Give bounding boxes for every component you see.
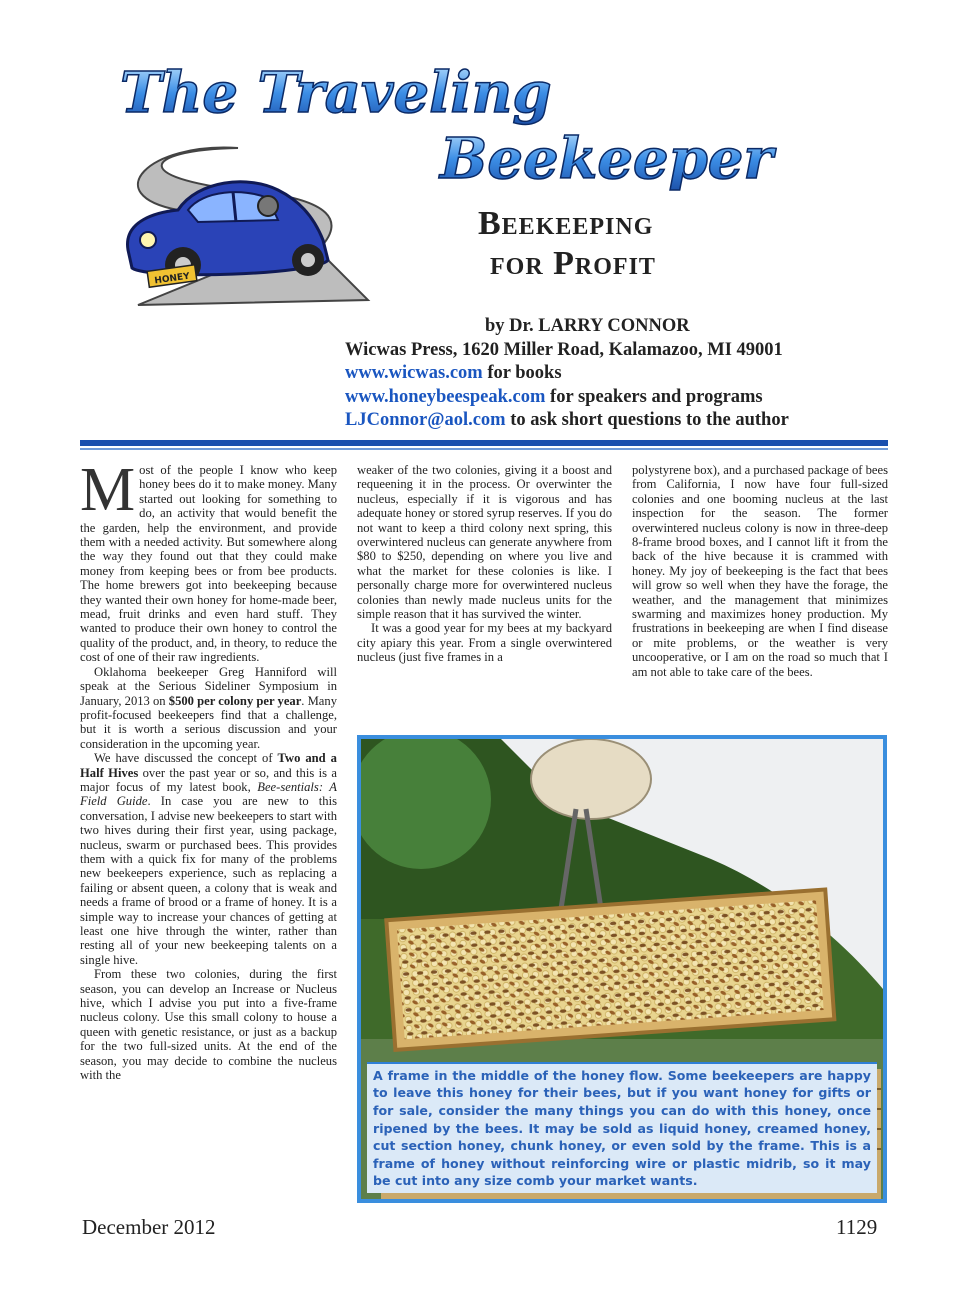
link-wicwas-suffix: for books <box>482 363 562 383</box>
link-wicwas[interactable]: www.wicwas.com <box>345 363 483 383</box>
drop-cap: M <box>80 456 136 524</box>
link-email[interactable]: LJConnor@aol.com <box>345 410 506 430</box>
author-byline: by Dr. LARRY CONNOR <box>485 316 690 336</box>
paragraph: weaker of the two colonies, giving it a boost and requeening it in the process. Or overwinter the nucleus, especially if it is vigorous and has adequate honey or stored syrup reserves. If you do not want to keep a third colony next spring, this overwintered nucleus can generate anywhere from $80 to $250, depending on where you live and what the market for these colonies is like. I personally charge more for overwintered nucleus colonies than newly made nucleus units for the simple reason that it has survived the winter. <box>357 463 612 622</box>
title-line1: The Traveling <box>120 60 552 126</box>
paragraph <box>80 665 337 751</box>
issue-date: December 2012 <box>82 1215 216 1239</box>
car-sign-text: HONEY <box>153 271 191 287</box>
article-column-3 <box>632 463 888 679</box>
paragraph <box>80 456 337 665</box>
honey-frame-photo <box>357 735 887 1203</box>
paragraph-text: . Many profit-focused beekeepers find that a challenge, but it is worth a serious discussion and your consideration in the upcoming year. <box>80 693 337 751</box>
page-number: 1129 <box>836 1215 878 1239</box>
article-column-2 <box>357 463 612 665</box>
paragraph: It was a good year for my bees at my backyard city apiary this year. From a single overwintered nucleus (just five frames in a <box>357 621 612 665</box>
header-divider <box>80 440 888 451</box>
book-title: Bee-sentials: A Field Guide <box>80 779 337 809</box>
paragraph-text: Oklahoma beekeeper Greg Hanniford will speak at the Serious Sideliner Symposium in January, 2013 on <box>80 664 337 708</box>
bold-text: $500 per colony per year <box>168 693 302 708</box>
link-line-speakers <box>345 386 905 410</box>
paragraph-text: We have discussed the concept of <box>94 751 278 766</box>
link-line-email <box>345 409 905 433</box>
author-block <box>345 315 905 433</box>
bold-text: Two and a Half Hives <box>80 751 337 780</box>
paragraph <box>80 967 337 1082</box>
paragraph-text: over the past year or so, and this is a major focus of my latest book, <box>80 765 337 794</box>
car-illustration <box>118 140 428 310</box>
paragraph-text: From these two colonies, during the first season, you can develop an Increase or Nucleus hive, which I advise you put into a five-frame nucleus colony. Use this small colony to house a queen with genetic resistance, or just as a backup for the two full-sized units. At the end of the season, you may decide to combine the nucleus with the <box>80 967 337 1083</box>
publisher-address: Wicwas Press, 1620 Miller Road, Kalamazoo, MI 49001 <box>345 339 783 360</box>
photo-caption: A frame in the middle of the honey flow. Some beekeepers are happy to leave this honey for their bees, but if you want honey for gifts or for sale, consider the many things you can do with this honey, once ripened by the bees. It may be sold as liquid honey, creamed honey, cut section honey, chunk honey, or even sold by the frame. This is a frame of honey without reinforcing wire or plastic midrib, so it may be cut into any size comb your market wants. <box>367 1062 877 1193</box>
link-line-books <box>345 362 905 386</box>
title-line2: Beekeeper <box>440 126 773 192</box>
article-column-1 <box>80 456 337 1083</box>
link-honeybeespeak-suffix: for speakers and programs <box>545 386 763 407</box>
paragraph-text: . In case you are new to this conversation, I advise new beekeepers to start with two hives during their first year, using package, nucleus, swarm or purchased bees. This provides them with a quick fix for many of the problems new beekeepers experience, such as replacing a failing or absent queen, a colony that is weak and needs a frame of brood or a frame of honey. It is a simple way to increase your chances of getting at least one hive through the winter, rather than resting all of your new beekeeping talents on a single hive. <box>80 794 337 967</box>
paragraph <box>80 751 337 967</box>
paragraph: polystyrene box), and a purchased package of bees from California, I now have four full-sized colonies and one booming nucleus at the last inspection for the season. The former overwintered nucleus colony is now in three-deep 8-frame brood boxes, and I cannot lift it from the back of the hive because it is crammed with honey. My joy of beekeeping is the fact that bees will grow so well when they have the forage, the weather, and the management that minimizes swarming and maximizes honey production. My frustrations in beekeeping are when I find disease or mite problems, or the weather is very uncooperative, or I am on the road so much that I am not able to take care of the bees. <box>632 463 888 679</box>
subtitle-line1: Beekeeping <box>478 205 654 242</box>
link-email-suffix: to ask short questions to the author <box>505 410 789 430</box>
subtitle-line2: for Profit <box>490 245 656 282</box>
link-honeybeespeak[interactable]: www.honeybeespeak.com <box>345 386 546 407</box>
paragraph-text: ost of the people I know who keep honey bees do it to make money. Many started out looking for something to do, an activity that would benefit the the garden, help the environment, and provide them with a needed activity. But somewhere along the way they found out that they could make money from keeping bees or from bee products. The home brewers got into beekeeping because they wanted their own honey for home-made beer, mead, fruit drinks and even hard stuff. They wanted to produce their own honey to control the quality of the product, and, in theory, to reduce the cost of one of their raw ingredients. <box>80 463 337 665</box>
